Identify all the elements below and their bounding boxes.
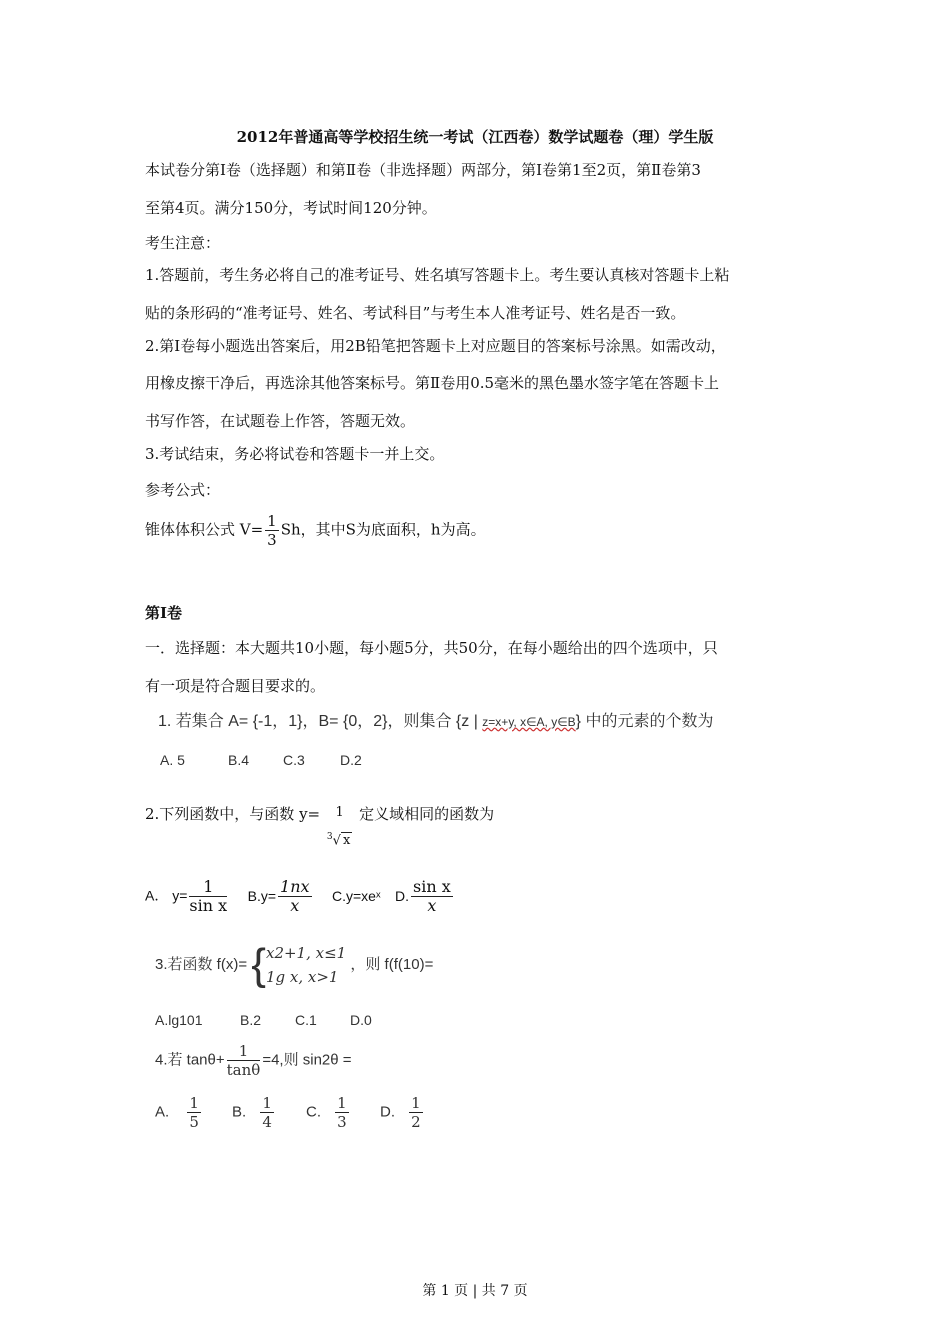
q4-option-c-den: 3 xyxy=(337,1113,347,1131)
q4-option-d xyxy=(380,1094,425,1131)
q2-option-a-label: A． y= xyxy=(145,887,188,904)
q3-option-d: D.0 xyxy=(350,1012,372,1028)
intro-line-2: 至第4页。满分150分，考试时间120分钟。 xyxy=(145,199,437,217)
q2-fraction xyxy=(327,804,352,850)
q3-option-b: B.2 xyxy=(240,1012,262,1028)
section-heading: 第Ⅰ卷 xyxy=(145,604,183,622)
q2-option-b-num: 1nx xyxy=(280,877,310,896)
question-4 xyxy=(155,1042,352,1079)
q4-option-b-fraction xyxy=(260,1094,274,1131)
notice-item-2a: 2.第Ⅰ卷每小题选出答案后，用2B铅笔把答题卡上对应题目的答案标号涂黑。如需改动， xyxy=(145,337,726,355)
q4-option-a-fraction xyxy=(187,1094,201,1131)
q2-root: $^3$√ x xyxy=(326,832,351,849)
q2-option-b-fraction xyxy=(278,878,312,915)
q4-num: 1 xyxy=(227,1042,261,1061)
q1-text-a: 1. 若集合 A= {-1，1}，B= {0，2}，则集合 {z | xyxy=(158,713,483,730)
question-2 xyxy=(145,804,494,850)
q4-den: tanθ xyxy=(226,1061,261,1079)
q2-option-c: C.y=xeˣ xyxy=(331,887,381,904)
formula-num: 1 xyxy=(267,512,277,530)
q4-option-b xyxy=(232,1094,276,1131)
q2-num: 1 xyxy=(335,805,344,820)
notice-heading: 考生注意： xyxy=(145,234,221,252)
q4-option-d-num: 1 xyxy=(411,1094,421,1112)
q4-option-c xyxy=(306,1094,351,1131)
q4-option-c-fraction xyxy=(335,1094,349,1131)
q4-option-c-num: 1 xyxy=(337,1094,347,1112)
q1-option-c: C.3 xyxy=(283,752,305,768)
q1-set-condition: z=x+y, x∈A, y∈B xyxy=(482,715,576,729)
q4-option-a xyxy=(155,1094,203,1131)
q2-root-index: 3 xyxy=(326,832,333,842)
q2-option-b-label: B.y= xyxy=(247,887,277,904)
q4-option-a-den: 5 xyxy=(189,1113,199,1131)
q4-option-a-label: A. xyxy=(155,1103,170,1121)
notice-item-2c: 书写作答，在试题卷上作答，答题无效。 xyxy=(145,412,416,430)
formula-prefix: 锥体体积公式 V= xyxy=(145,520,264,539)
q2-option-a-num: 1 xyxy=(189,878,227,897)
q1-text-b: } 中的元素的个数为 xyxy=(575,713,714,730)
section-desc-a: 一．选择题：本大题共10小题，每小题5分，共50分，在每小题给出的四个选项中，只 xyxy=(145,639,718,657)
q2-option-d-num: sin x xyxy=(413,877,451,896)
q3-prefix: 3.若函数 f(x)= xyxy=(155,956,248,973)
q4-suffix: =4,则 sin2θ = xyxy=(262,1051,352,1069)
q2-radicand: x xyxy=(342,833,351,849)
page-footer: 第 1 页 | 共 7 页 xyxy=(422,1283,528,1299)
formula-den: 3 xyxy=(267,531,277,549)
q3-case-1: x2+1, x≤1 xyxy=(265,944,347,963)
q4-option-a-num: 1 xyxy=(189,1094,199,1112)
q2-option-d-fraction xyxy=(411,878,453,915)
q2-prefix: 2.下列函数中，与函数 y= xyxy=(145,805,321,823)
notice-item-2b: 用橡皮擦干净后，再选涂其他答案标号。第Ⅱ卷用0.5毫米的黑色墨水签字笔在答题卡上 xyxy=(145,374,720,392)
q2-option-d-label: D. xyxy=(395,887,409,904)
formula-heading: 参考公式： xyxy=(145,481,221,499)
q2-option-a-fraction xyxy=(189,878,227,915)
q4-prefix: 4.若 tanθ+ xyxy=(155,1051,225,1069)
formula-fraction xyxy=(265,512,279,549)
q4-option-d-fraction xyxy=(409,1094,423,1131)
q1-option-d: D.2 xyxy=(340,752,362,768)
q2-option-a-den: sin x xyxy=(189,896,228,915)
formula-suffix: Sh，其中S为底面积，h为高。 xyxy=(280,520,486,539)
notice-item-1a: 1.答题前，考生务必将自己的准考证号、姓名填写答题卡上。考生要认真核对答题卡上粘 xyxy=(145,266,730,284)
section-desc-b: 有一项是符合题目要求的。 xyxy=(145,677,326,695)
document-title: 2012年普通高等学校招生统一考试（江西卷）数学试题卷（理）学生版 xyxy=(236,128,714,146)
q3-cases xyxy=(266,941,346,989)
q3-suffix: ，则 f(f(10)= xyxy=(350,956,434,973)
question-1 xyxy=(158,712,713,732)
q2-option-d-den: x xyxy=(427,896,437,915)
q1-option-b: B.4 xyxy=(228,752,250,768)
q2-option-b-den: x xyxy=(290,896,300,915)
q2-options xyxy=(145,878,455,915)
q4-option-d-den: 2 xyxy=(411,1113,421,1131)
q4-option-b-label: B. xyxy=(232,1103,247,1121)
q4-option-b-num: 1 xyxy=(262,1094,272,1112)
q4-option-d-label: D. xyxy=(380,1103,395,1121)
q3-case-2: 1g x, x>1 xyxy=(265,968,339,987)
q2-suffix: 定义域相同的函数为 xyxy=(359,805,495,823)
q4-option-b-den: 4 xyxy=(262,1113,272,1131)
formula-line xyxy=(145,512,486,549)
q1-option-a: A. 5 xyxy=(160,752,185,768)
q3-option-a: A.lg101 xyxy=(155,1012,203,1028)
question-3 xyxy=(155,938,433,992)
intro-line-1: 本试卷分第Ⅰ卷（选择题）和第Ⅱ卷（非选择题）两部分，第Ⅰ卷第1至2页，第Ⅱ卷第3 xyxy=(145,161,701,179)
q3-option-c: C.1 xyxy=(295,1012,317,1028)
q4-fraction xyxy=(227,1042,261,1079)
q3-brace: { xyxy=(251,940,266,990)
notice-item-1b: 贴的条形码的“准考证号、姓名、考试科目”与考生本人准考证号、姓名是否一致。 xyxy=(145,304,686,322)
q4-option-c-label: C. xyxy=(306,1103,321,1121)
notice-item-3: 3.考试结束，务必将试卷和答题卡一并上交。 xyxy=(145,445,445,463)
